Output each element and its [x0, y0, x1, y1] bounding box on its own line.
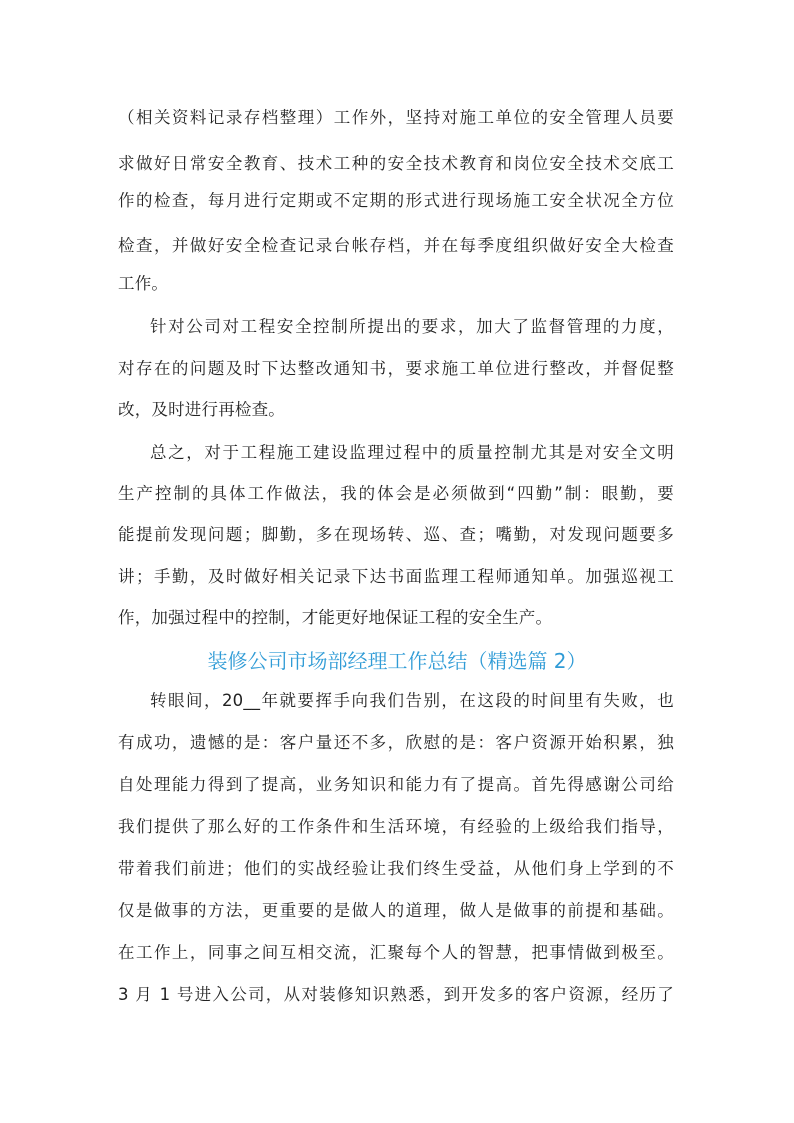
paragraph-2-line-3: 改，及时进行再检查。 — [118, 400, 285, 419]
section-paragraph-line-4: 我们提供了那么好的工作条件和生活环境，有经验的上级给我们指导， — [118, 817, 674, 836]
section-paragraph-line-1: 转眼间，20__年就要挥手向我们告别，在这段的时间里有失败，也 — [150, 691, 674, 710]
paragraph-3-line-3: 能提前发现问题；脚勤，多在现场转、巡、查；嘴勤，对发现问题要多 — [118, 525, 674, 544]
paragraph-1-line-4: 检查，并做好安全检查记录台帐存档，并在每季度组织做好安全大检查 — [118, 236, 674, 255]
paragraph-1-line-2: 求做好日常安全教育、技术工种的安全技术教育和岗位安全技术交底工 — [118, 154, 674, 173]
section-paragraph-line-5: 带着我们前进；他们的实战经验让我们终生受益，从他们身上学到的不 — [118, 859, 674, 878]
paragraph-2-line-1: 针对公司对工程安全控制所提出的要求，加大了监督管理的力度， — [150, 317, 674, 336]
section-paragraph-line-8: 3 月 1 号进入公司，从对装修知识熟悉，到开发多的客户资源，经历了 — [118, 985, 674, 1004]
paragraph-1-line-5: 工作。 — [118, 274, 169, 293]
section-paragraph-line-7: 在工作上，同事之间互相交流，汇聚每个人的智慧，把事情做到极至。 — [118, 943, 674, 962]
paragraph-2-line-2: 对存在的问题及时下达整改通知书，要求施工单位进行整改，并督促整 — [118, 359, 674, 378]
paragraph-3-line-2: 生产控制的具体工作做法，我的体会是必须做到“四勤”制：眼勤，要 — [118, 484, 674, 503]
section-paragraph-line-3: 自处理能力得到了提高，业务知识和能力有了提高。首先得感谢公司给 — [118, 775, 674, 794]
section-paragraph-line-2: 有成功，遗憾的是：客户量还不多，欣慰的是：客户资源开始积累，独 — [118, 733, 674, 752]
paragraph-3-line-4: 讲；手勤，及时做好相关记录下达书面监理工程师通知单。加强巡视工 — [118, 567, 674, 586]
paragraph-3-line-5: 作，加强过程中的控制，才能更好地保证工程的安全生产。 — [118, 608, 553, 627]
section-heading: 装修公司市场部经理工作总结（精选篇 2） — [207, 649, 587, 673]
paragraph-1-line-3: 作的检查，每月进行定期或不定期的形式进行现场施工安全状况全方位 — [118, 191, 674, 210]
paragraph-3-line-1: 总之，对于工程施工建设监理过程中的质量控制尤其是对安全文明 — [150, 443, 674, 462]
paragraph-1-line-1: （相关资料记录存档整理）工作外，坚持对施工单位的安全管理人员要 — [118, 108, 674, 127]
section-paragraph-line-6: 仅是做事的方法，更重要的是做人的道理，做人是做事的前提和基础。 — [118, 901, 674, 920]
